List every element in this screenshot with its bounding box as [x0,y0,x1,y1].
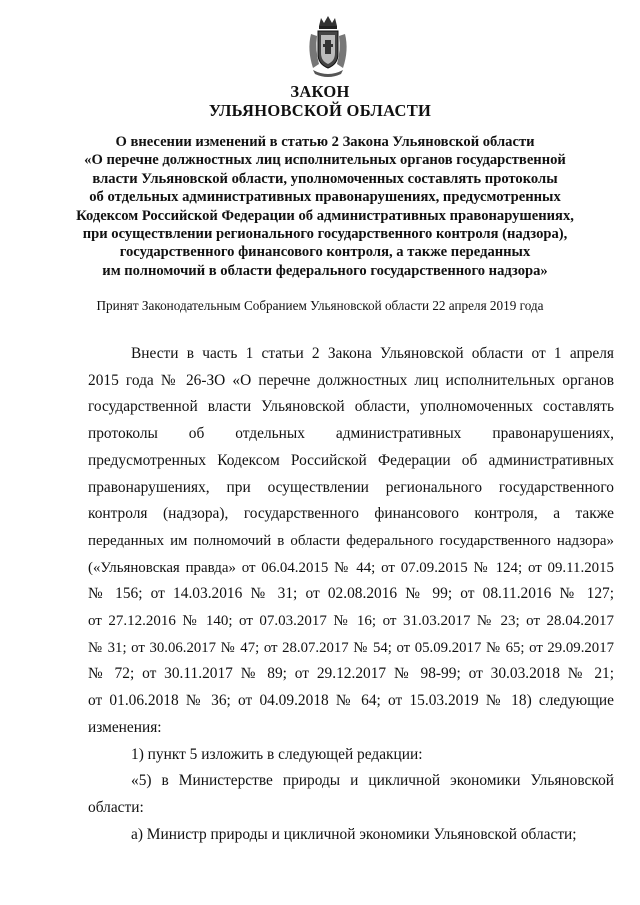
subject-line: государственного финансового контроля, а также переданных [119,244,531,261]
ulyanovsk-coat-of-arms-icon [305,14,351,80]
law-title [0,82,640,120]
body-line: «5) в Министерстве природы и цикличной экономики Ульяновской [131,772,614,790]
subject-line: власти Ульяновской области, уполномоченных составлять протоколы [92,170,558,187]
body-line: правонарушениях, при осуществлении регионального государственного [88,478,614,496]
body-line: 1) пункт 5 изложить в следующей редакции: [131,745,423,763]
body-line: а) Министр природы и цикличной экономики Ульяновской области; [131,825,577,843]
subject-line: при осуществлении регионального государственного контроля (надзора), [82,226,568,243]
body-line: № 31; от 30.06.2017 № 47; от 28.07.2017 № 54; от 05.09.2017 № 65; от 29.09.2017 [88,639,614,656]
law-subject [70,133,580,280]
law-body [88,341,614,848]
subject-line: им полномочий в области федерального государственного надзора» [102,262,548,279]
body-line: изменения: [88,718,162,736]
body-line: предусмотренных Кодексом Российской Федерации об административных [88,451,614,469]
body-line: контроля (надзора), государственного финансового контроля, а также [88,505,614,523]
body-line: протоколы об отдельных административных правонарушениях, [88,425,614,443]
body-line: от 27.12.2016 № 140; от 07.03.2017 № 16; от 31.03.2017 № 23; от 28.04.2017 [88,613,614,630]
body-line: государственной власти Ульяновской области, уполномоченных составлять [88,398,614,416]
title-line-1: ЗАКОН [290,82,350,101]
body-line: № 72; от 30.11.2017 № 89; от 29.12.2017 № 98-99; от 30.03.2018 № 21; [88,665,614,683]
subject-line: «О перечне должностных лиц исполнительных органов государственной [84,152,566,169]
body-line: 2015 года № 26-ЗО «О перечне должностных лиц исполнительных органов [88,371,614,389]
body-line: от 01.06.2018 № 36; от 04.09.2018 № 64; от 15.03.2019 № 18) следующие [88,692,614,710]
body-line: области: [88,798,144,816]
title-line-2: УЛЬЯНОВСКОЙ ОБЛАСТИ [208,101,432,120]
body-line: переданных им полномочий в области федерального государственного надзора» [88,532,614,549]
subject-line: Кодексом Российской Федерации об административных правонарушениях, [76,207,574,224]
body-line: № 156; от 14.03.2016 № 31; от 02.08.2016 № 99; от 08.11.2016 № 127; [88,585,614,603]
body-line: («Ульяновская правда» от 06.04.2015 № 44; от 07.09.2015 № 124; от 09.11.2015 [88,559,614,576]
adoption-note: Принят Законодательным Собранием Ульяновской области 22 апреля 2019 года [96,298,544,313]
subject-line: об отдельных административных правонарушениях, предусмотренных [89,189,561,206]
subject-line: О внесении изменений в статью 2 Закона Ульяновской области [115,134,535,150]
body-line: Внести в часть 1 статьи 2 Закона Ульяновской области от 1 апреля [131,345,614,362]
